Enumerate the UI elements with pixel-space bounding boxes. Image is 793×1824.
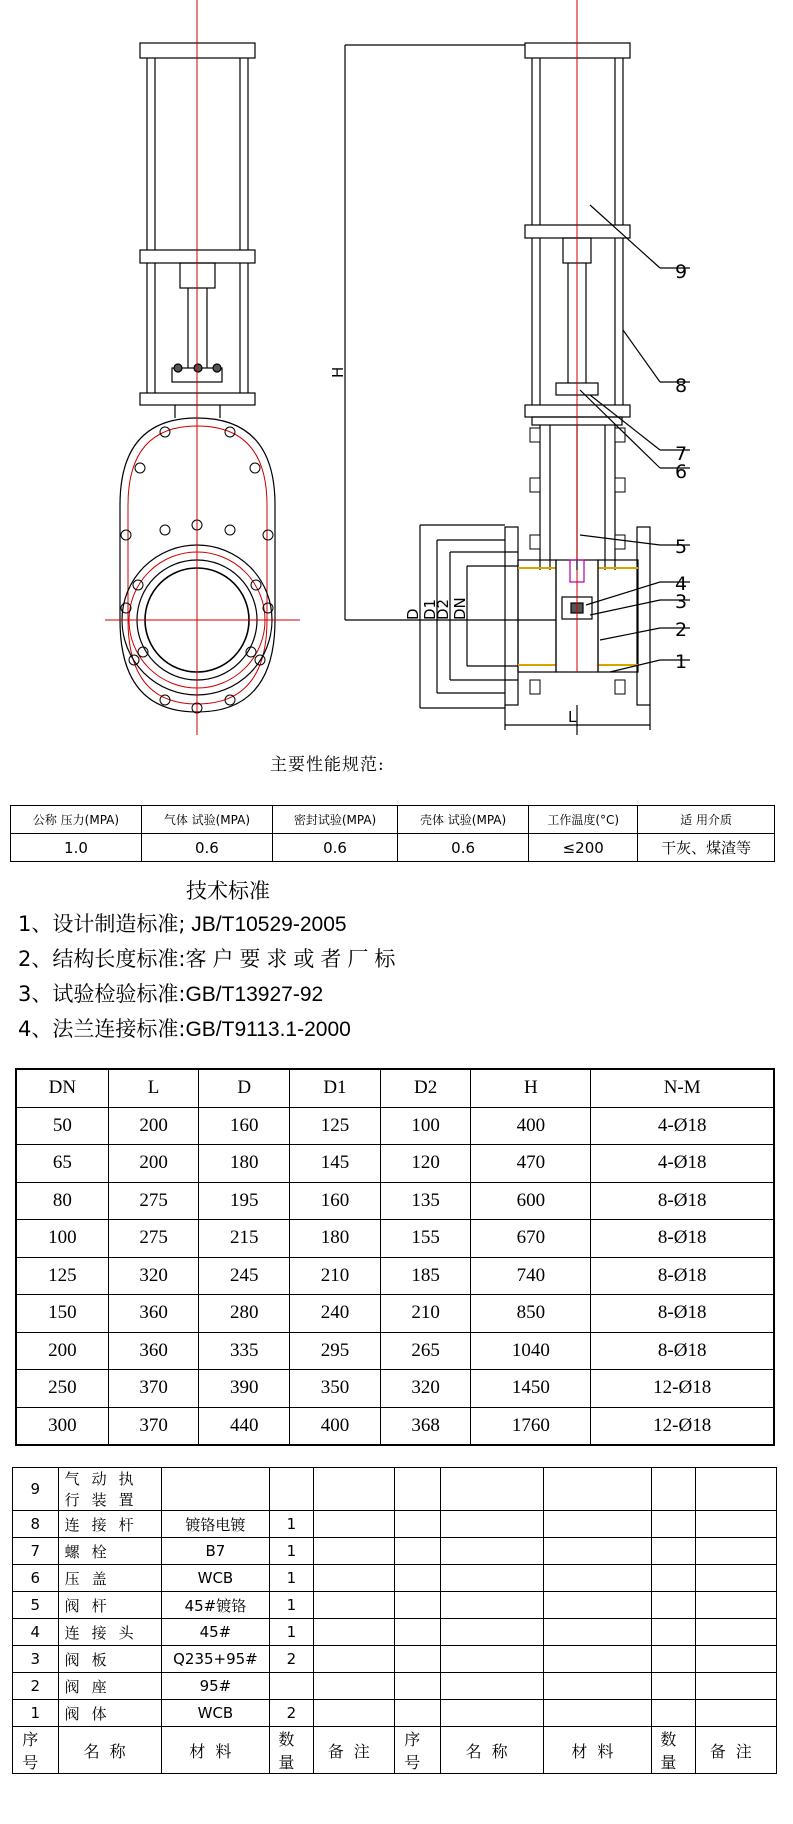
parts-header-cell: 名称 [58,1727,161,1774]
parts-cell: WCB [161,1700,270,1727]
dim-cell: 360 [108,1332,199,1370]
perf-value-cell: 0.6 [141,834,272,862]
perf-header-cell: 适 用介质 [638,806,775,834]
parts-header-cell: 数量 [652,1727,695,1774]
dim-cell: 295 [290,1332,381,1370]
parts-row [13,1468,777,1511]
parts-list-table [12,1467,777,1774]
parts-cell [394,1592,440,1619]
parts-cell: 2 [270,1700,313,1727]
parts-cell [313,1468,394,1511]
parts-cell: 45#镀铬 [161,1592,270,1619]
perf-value-cell: 干灰、煤渣等 [638,834,775,862]
parts-cell: 2 [13,1673,59,1700]
callout-6: 6 [675,461,688,483]
dim-cell: 4-Ø18 [591,1107,774,1145]
dim-cell: 200 [16,1332,108,1370]
parts-cell: WCB [161,1565,270,1592]
dim-cell: 12-Ø18 [591,1407,774,1445]
tech-item-value: 客户要求或者厂标 [185,947,402,971]
parts-cell [695,1619,776,1646]
perf-header-cell: 密封试验(MPA) [272,806,397,834]
parts-cell [543,1619,652,1646]
parts-cell: 4 [13,1619,59,1646]
parts-cell [394,1511,440,1538]
dim-cell: 100 [16,1220,108,1258]
parts-cell [652,1646,695,1673]
tech-item [18,907,401,942]
parts-header-cell: 备注 [695,1727,776,1774]
performance-subtitle: 主要性能规范: [270,755,385,775]
tech-item-label: 4、法兰连接标准: [18,1017,186,1041]
parts-cell [440,1646,543,1673]
parts-cell [440,1619,543,1646]
perf-header-cell: 气体 试验(MPA) [141,806,272,834]
parts-cell [652,1700,695,1727]
callout-3: 3 [675,591,688,613]
dim-cell: 125 [16,1257,108,1295]
tech-title: 技术标准 [186,879,270,903]
parts-cell [313,1619,394,1646]
parts-cell [543,1468,652,1511]
dim-row [16,1295,774,1333]
parts-cell: 1 [270,1511,313,1538]
parts-cell [440,1538,543,1565]
parts-cell [543,1646,652,1673]
parts-cell [394,1468,440,1511]
dim-cell: 360 [108,1295,199,1333]
dim-cell: 8-Ø18 [591,1257,774,1295]
parts-cell [652,1592,695,1619]
parts-cell [161,1468,270,1511]
parts-cell: 镀铬电镀 [161,1511,270,1538]
parts-row [13,1565,777,1592]
dim-cell: 320 [380,1370,471,1408]
parts-cell: 7 [13,1538,59,1565]
parts-cell [695,1511,776,1538]
parts-cell: 1 [270,1619,313,1646]
parts-cell [313,1538,394,1565]
parts-header-cell: 材料 [543,1727,652,1774]
dim-label-d1: D1 [421,598,439,620]
parts-cell: 8 [13,1511,59,1538]
dim-cell: 390 [199,1370,290,1408]
perf-value-cell: ≤200 [529,834,638,862]
parts-cell [270,1673,313,1700]
parts-cell: 3 [13,1646,59,1673]
callout-5: 5 [675,536,688,558]
perf-header-cell: 工作温度(°C) [529,806,638,834]
tech-item-value: JB/T10529-2005 [185,913,347,936]
perf-header-cell: 公称 压力(MPA) [11,806,142,834]
dim-cell: 400 [471,1107,591,1145]
dim-row [16,1107,774,1145]
dim-cell: 8-Ø18 [591,1182,774,1220]
parts-cell: 阀体 [58,1700,161,1727]
parts-cell: 阀杆 [58,1592,161,1619]
dim-cell: 210 [380,1295,471,1333]
callout-1: 1 [675,651,688,673]
dim-cell: 180 [290,1220,381,1258]
dimension-table [15,1068,775,1446]
dim-cell: 135 [380,1182,471,1220]
parts-cell [394,1538,440,1565]
parts-header-cell: 序号 [13,1727,59,1774]
tech-item-value: GB/T13927-92 [185,983,324,1006]
parts-cell: 45# [161,1619,270,1646]
dim-cell: 240 [290,1295,381,1333]
parts-header-cell: 序号 [394,1727,440,1774]
parts-row [13,1673,777,1700]
parts-cell: 1 [270,1565,313,1592]
parts-cell [695,1565,776,1592]
dim-cell: 275 [108,1220,199,1258]
parts-row [13,1538,777,1565]
dim-cell: 300 [16,1407,108,1445]
parts-cell: 5 [13,1592,59,1619]
tech-standards [18,875,401,1047]
dim-header-cell: D [199,1069,290,1107]
dim-cell: 265 [380,1332,471,1370]
dim-row [16,1220,774,1258]
dim-label-h: H [329,366,347,378]
parts-cell [543,1565,652,1592]
dim-cell: 4-Ø18 [591,1145,774,1183]
dim-cell: 8-Ø18 [591,1220,774,1258]
dim-cell: 1040 [471,1332,591,1370]
parts-header-cell: 名称 [440,1727,543,1774]
parts-cell [394,1619,440,1646]
parts-cell: 气动执行装置 [58,1468,161,1511]
parts-header-cell: 备注 [313,1727,394,1774]
dim-cell: 8-Ø18 [591,1295,774,1333]
callout-2: 2 [675,619,688,641]
parts-row [13,1646,777,1673]
dim-cell: 150 [16,1295,108,1333]
parts-cell [394,1646,440,1673]
parts-header-cell: 材料 [161,1727,270,1774]
dim-cell: 120 [380,1145,471,1183]
dim-label-d2: D2 [434,598,452,620]
parts-cell [695,1592,776,1619]
perf-value-cell: 0.6 [398,834,529,862]
parts-cell [543,1673,652,1700]
parts-cell [695,1468,776,1511]
perf-value-cell: 1.0 [11,834,142,862]
parts-cell [394,1700,440,1727]
dim-header-cell: N-M [591,1069,774,1107]
parts-cell: 连接杆 [58,1511,161,1538]
dim-cell: 8-Ø18 [591,1332,774,1370]
parts-cell [695,1673,776,1700]
parts-cell: 阀板 [58,1646,161,1673]
parts-cell [543,1700,652,1727]
tech-item-label: 2、结构长度标准: [18,947,186,971]
parts-row [13,1619,777,1646]
dim-cell: 600 [471,1182,591,1220]
parts-cell [313,1565,394,1592]
dim-cell: 335 [199,1332,290,1370]
dim-cell: 850 [471,1295,591,1333]
dim-cell: 12-Ø18 [591,1370,774,1408]
valve-technical-drawing [0,0,793,740]
perf-value-cell: 0.6 [272,834,397,862]
dim-cell: 470 [471,1145,591,1183]
dim-cell: 65 [16,1145,108,1183]
dim-cell: 400 [290,1407,381,1445]
parts-cell [440,1468,543,1511]
parts-cell: 1 [270,1592,313,1619]
dim-cell: 145 [290,1145,381,1183]
dim-cell: 125 [290,1107,381,1145]
tech-item [18,977,401,1012]
dim-header-cell: DN [16,1069,108,1107]
tech-item [18,942,401,977]
dim-cell: 740 [471,1257,591,1295]
dim-row [16,1407,774,1445]
parts-cell [440,1565,543,1592]
dim-cell: 275 [108,1182,199,1220]
dim-cell: 195 [199,1182,290,1220]
parts-cell: 9 [13,1468,59,1511]
parts-row [13,1511,777,1538]
dim-cell: 280 [199,1295,290,1333]
dim-cell: 210 [290,1257,381,1295]
dim-label-d: D [404,608,422,620]
parts-cell: 2 [270,1646,313,1673]
callout-7: 7 [675,443,688,465]
dim-cell: 350 [290,1370,381,1408]
parts-cell: 连接头 [58,1619,161,1646]
parts-cell: 95# [161,1673,270,1700]
dim-cell: 440 [199,1407,290,1445]
parts-cell [543,1592,652,1619]
parts-header-row [13,1727,777,1774]
parts-cell [313,1646,394,1673]
dim-row [16,1182,774,1220]
parts-cell [440,1673,543,1700]
parts-cell [313,1592,394,1619]
dim-cell: 368 [380,1407,471,1445]
dim-cell: 180 [199,1145,290,1183]
parts-cell: 螺栓 [58,1538,161,1565]
dim-cell: 670 [471,1220,591,1258]
parts-cell [394,1565,440,1592]
parts-cell [652,1468,695,1511]
parts-cell [394,1673,440,1700]
dim-label-dn: DN [451,597,469,620]
parts-cell: 1 [270,1538,313,1565]
dim-row [16,1145,774,1183]
parts-cell [652,1511,695,1538]
parts-cell: Q235+95# [161,1646,270,1673]
parts-cell [652,1673,695,1700]
callout-4: 4 [675,573,688,595]
parts-cell: 1 [13,1700,59,1727]
parts-cell [652,1565,695,1592]
parts-cell: B7 [161,1538,270,1565]
performance-table [10,805,775,862]
dim-cell: 160 [290,1182,381,1220]
dim-header-cell: D2 [380,1069,471,1107]
dim-row [16,1370,774,1408]
dim-cell: 50 [16,1107,108,1145]
tech-item-value: GB/T9113.1-2000 [185,1018,351,1041]
callout-8: 8 [675,375,688,397]
dim-cell: 245 [199,1257,290,1295]
dim-cell: 320 [108,1257,199,1295]
parts-cell [270,1468,313,1511]
parts-cell [652,1538,695,1565]
dim-label-l: L [568,708,577,726]
parts-row [13,1592,777,1619]
dim-cell: 200 [108,1145,199,1183]
dim-row [16,1257,774,1295]
dim-header-row [16,1069,774,1107]
parts-cell: 6 [13,1565,59,1592]
dim-header-cell: D1 [290,1069,381,1107]
parts-cell: 阀座 [58,1673,161,1700]
tech-item [18,1012,401,1047]
dim-header-cell: L [108,1069,199,1107]
dim-cell: 200 [108,1107,199,1145]
dim-header-cell: H [471,1069,591,1107]
performance-header-row [11,806,775,834]
parts-cell [440,1700,543,1727]
parts-cell [695,1646,776,1673]
perf-header-cell: 壳体 试验(MPA) [398,806,529,834]
dim-cell: 100 [380,1107,471,1145]
parts-cell [543,1511,652,1538]
dim-row [16,1332,774,1370]
parts-cell [313,1700,394,1727]
parts-row [13,1700,777,1727]
dim-cell: 370 [108,1370,199,1408]
tech-item-label: 1、设计制造标准; [18,912,186,936]
dim-cell: 215 [199,1220,290,1258]
dim-cell: 250 [16,1370,108,1408]
tech-item-label: 3、试验检验标准: [18,982,186,1006]
parts-cell [440,1511,543,1538]
parts-cell [440,1592,543,1619]
parts-cell: 压盖 [58,1565,161,1592]
parts-cell [695,1538,776,1565]
parts-header-cell: 数量 [270,1727,313,1774]
dim-cell: 80 [16,1182,108,1220]
dim-cell: 1760 [471,1407,591,1445]
dim-cell: 370 [108,1407,199,1445]
parts-cell [543,1538,652,1565]
dim-cell: 1450 [471,1370,591,1408]
parts-cell [313,1673,394,1700]
parts-cell [695,1700,776,1727]
performance-value-row [11,834,775,862]
dim-cell: 155 [380,1220,471,1258]
dim-cell: 185 [380,1257,471,1295]
parts-cell [313,1511,394,1538]
dim-cell: 160 [199,1107,290,1145]
callout-9: 9 [675,261,688,283]
parts-cell [652,1619,695,1646]
